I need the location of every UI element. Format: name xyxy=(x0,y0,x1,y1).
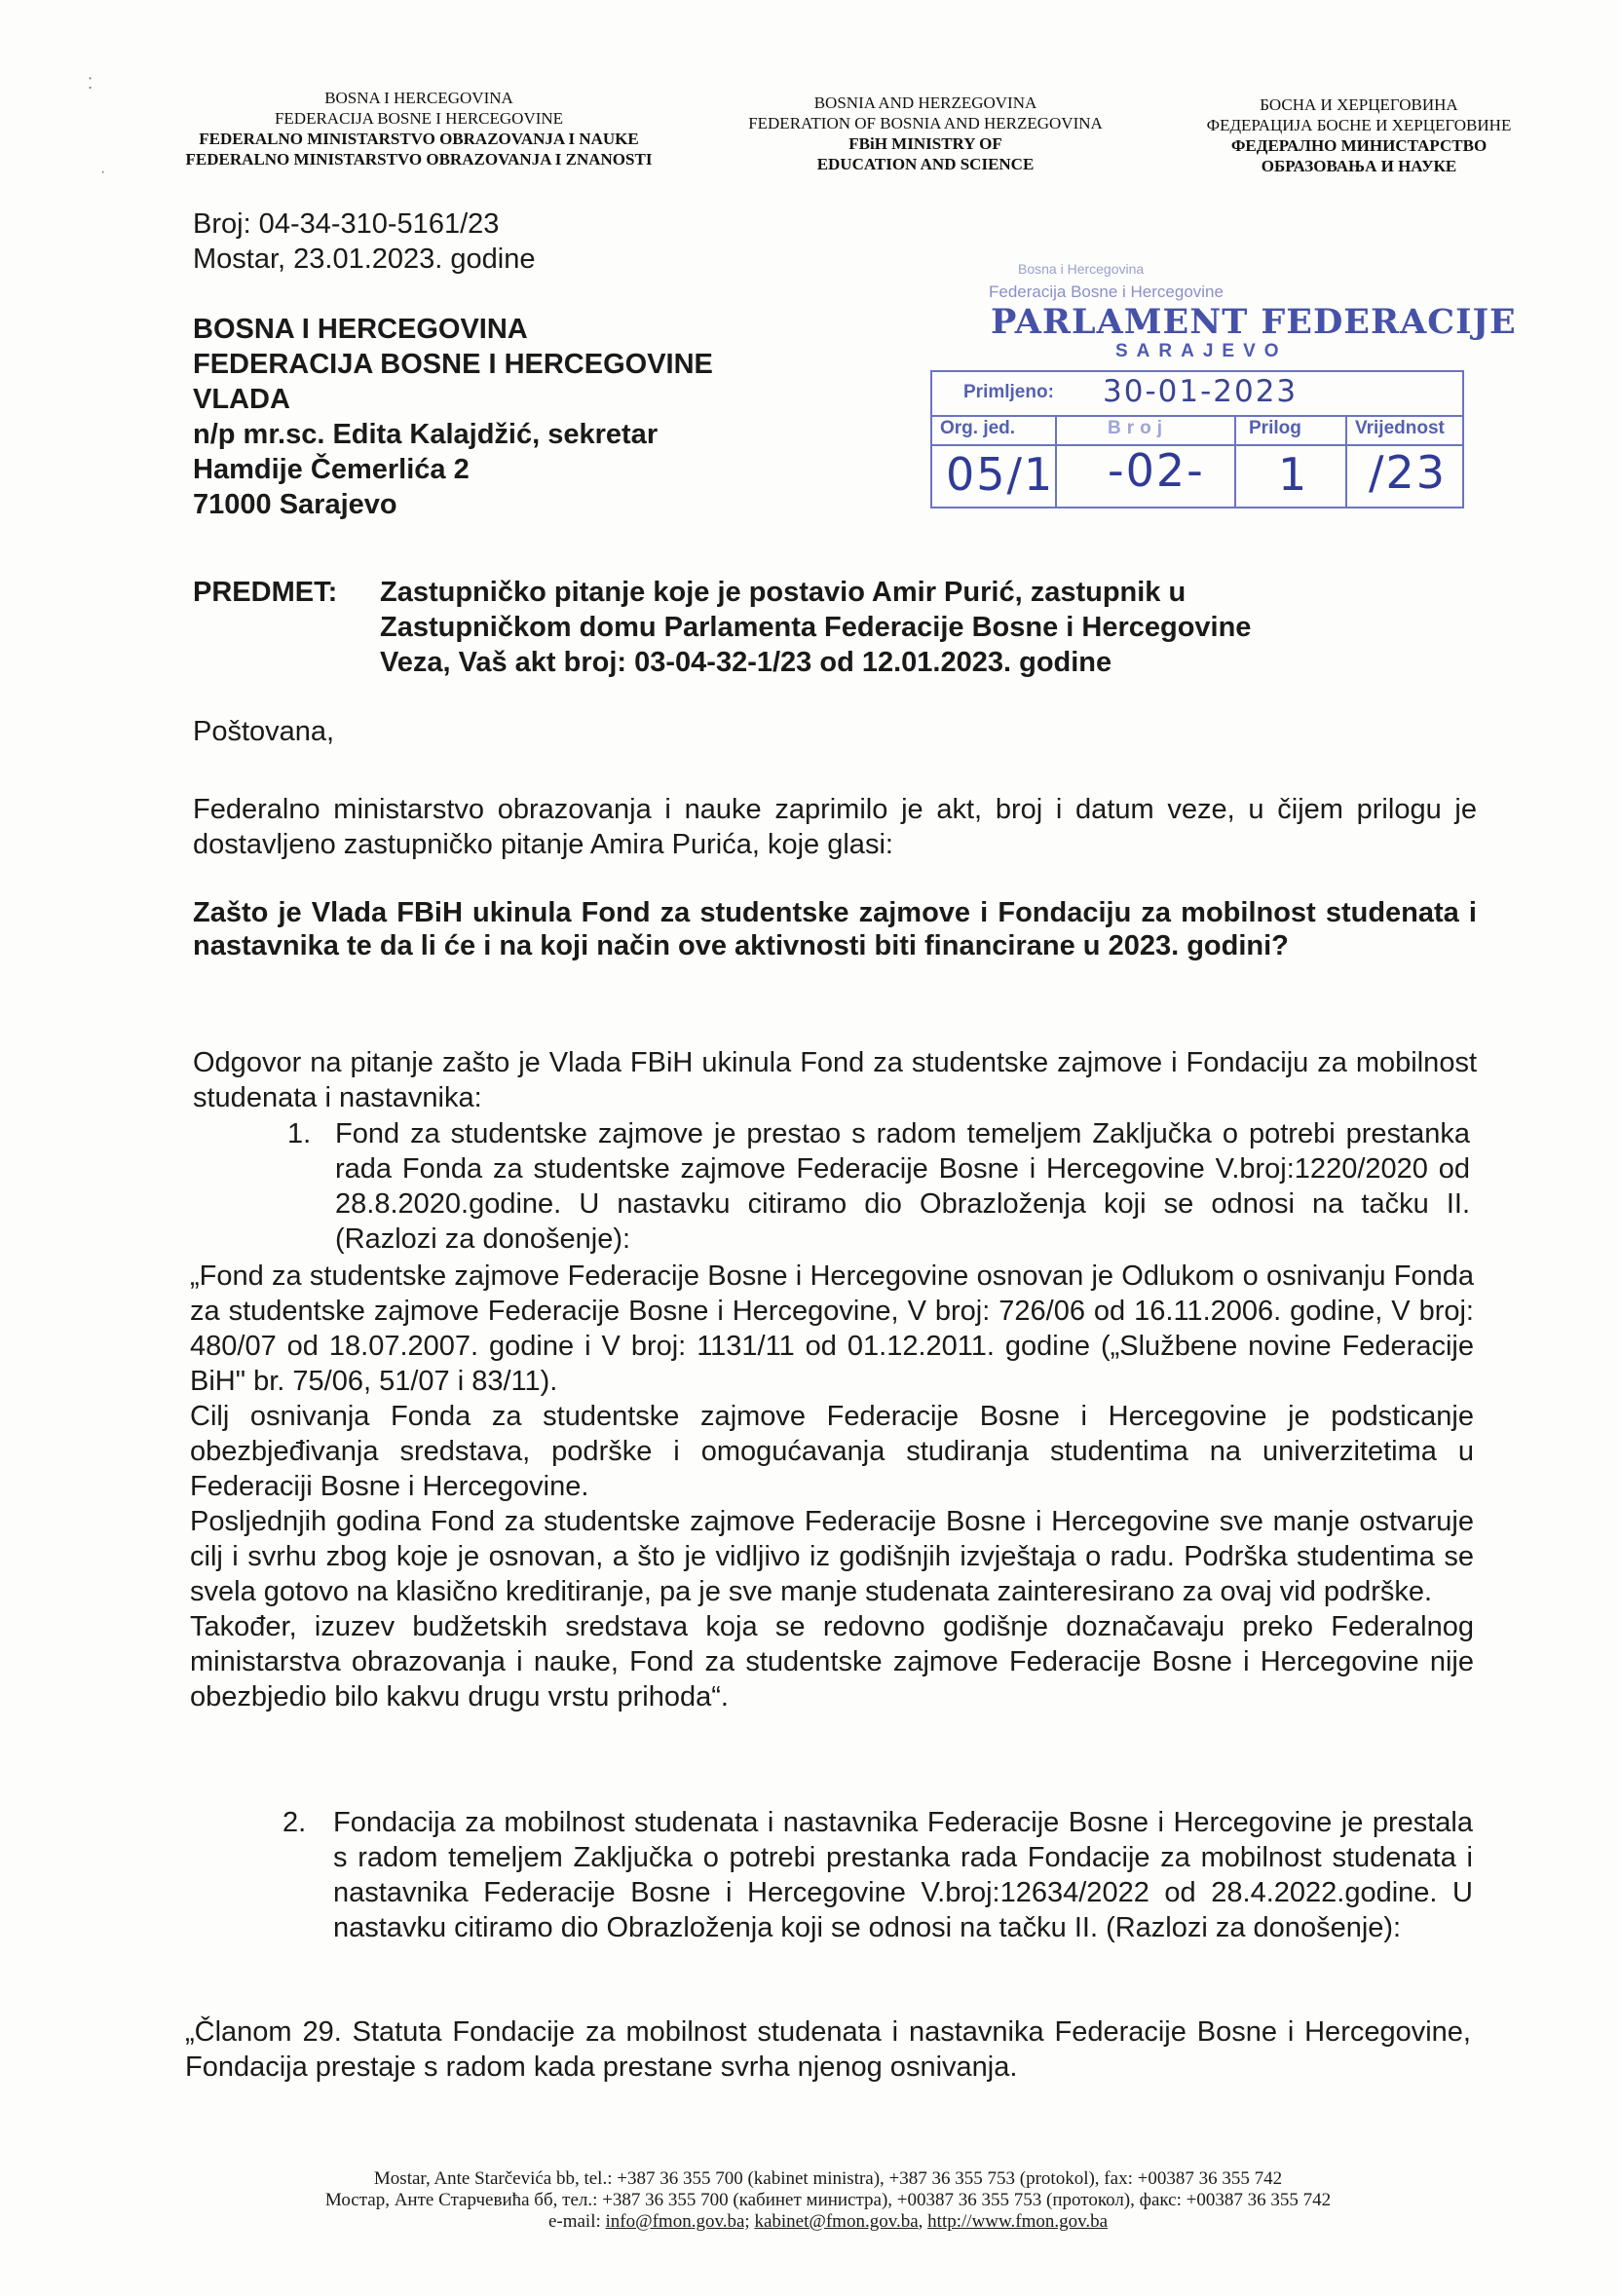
parliamentary-question: Zašto je Vlada FBiH ukinula Fond za studentske zajmove i Fondaciju za mobilnost studenata i nastavnika te da li će i na koji način ove aktivnosti biti financirane u 2023. godini? xyxy=(193,897,1477,961)
letterhead-left-line: FEDERACIJA BOSNE I HERCEGOVINE xyxy=(274,109,564,128)
subject-line: Zastupničkom domu Parlamenta Federacije Bosne i Hercegovine xyxy=(380,612,1252,643)
stamp-value-org: 05/1 xyxy=(946,448,1055,501)
stamp-federation: Federacija Bosne i Hercegovine xyxy=(989,282,1224,301)
place-date: Mostar, 23.01.2023. godine xyxy=(193,244,536,275)
list-item-number: 1. xyxy=(287,1118,312,1149)
list-item-number: 2. xyxy=(283,1807,307,1838)
stamp-divider xyxy=(1055,415,1057,507)
answer-intro: Odgovor na pitanje zašto je Vlada FBiH ukinula Fond za studentske zajmove i Fondaciju za mobilnost studenata i nastavnika: xyxy=(193,1047,1477,1113)
stamp-city: SARAJEVO xyxy=(1115,341,1288,361)
reference-number: Broj: 04-34-310-5161/23 xyxy=(193,208,500,240)
recipient-line: Hamdije Čemerlića 2 xyxy=(193,454,470,485)
quote-paragraph: Cilj osnivanja Fonda za studentske zajmove Federacije Bosne i Hercegovine je podsticanje obezbjeđivanja sredstava, podrške i omogućavanja studiranja studentima na univerzitetima u Federaciji Bosne i Hercegovine. xyxy=(190,1401,1474,1502)
stamp-value-vrijednost: /23 xyxy=(1369,446,1448,499)
letterhead-middle-line: BOSNIA AND HERZEGOVINA xyxy=(813,94,1037,112)
quote-block xyxy=(190,1259,1474,1714)
footer-email-link[interactable]: info@fmon.gov.ba; xyxy=(605,2211,750,2232)
recipient-line: BOSNA I HERCEGOVINA xyxy=(193,314,528,345)
letterhead-right-line: ФЕДЕРАЛНО МИНИСТАРСТВО xyxy=(1230,136,1488,155)
recipient-address xyxy=(193,312,713,522)
stamp-header-prilog: Prilog xyxy=(1249,418,1301,438)
stamp-value-prilog: 1 xyxy=(1278,448,1309,501)
footer-line: Мостар, Анте Старчевића бб, тел.: +387 36 355 700 (кабинет министра), +00387 36 355 753 (протокол), факс: +00387 36 355 742 xyxy=(324,2190,1332,2210)
stamp-header-vrijednost: Vrijednost xyxy=(1355,418,1445,438)
punch-mark-icon: · xyxy=(100,164,106,180)
letterhead-left-line: FEDERALNO MINISTARSTVO OBRAZOVANJA I NAUKE xyxy=(199,130,639,148)
recipient-line: VLADA xyxy=(193,384,290,415)
footer-email-label: e-mail: xyxy=(547,2211,601,2232)
stamp-received-date: 30-01-2023 xyxy=(1103,374,1299,409)
letterhead-middle-line: FEDERATION OF BOSNIA AND HERZEGOVINA xyxy=(748,114,1103,132)
reference-block xyxy=(193,207,535,277)
stamp-received-row xyxy=(932,372,1462,417)
letterhead-right-line: ОБРАЗОВАЊА И НАУКЕ xyxy=(1261,157,1457,175)
stamp-header-row xyxy=(932,415,1462,446)
recipient-line: n/p mr.sc. Edita Kalajdžić, sekretar xyxy=(193,419,659,450)
subject-label: PREDMET: xyxy=(193,577,338,608)
footer-line: Mostar, Ante Starčevića bb, tel.: +387 36 355 700 (kabinet ministra), +387 36 355 753 (protokol), fax: +00387 36 355 742 xyxy=(373,2168,1283,2189)
quote-paragraph: „Fond za studentske zajmove Federacije Bosne i Hercegovine osnovan je Odlukom o osnivanju Fonda za studentske zajmove Federacije Bosne i Hercegovine, V broj: 726/06 od 16.11.2006. godine, V broj: 480/07 od 18.07.2007. godine i V broj: 1131/11 od 01.12.2011. godine („Službene novine Federacije BiH" br. 75/06, 51/07 i 83/11). xyxy=(190,1261,1474,1397)
greeting: Poštovana, xyxy=(193,716,335,747)
recipient-line: FEDERACIJA BOSNE I HERCEGOVINE xyxy=(193,349,713,380)
stamp-divider xyxy=(1234,415,1236,507)
letterhead-left-line: BOSNA I HERCEGOVINA xyxy=(324,89,513,107)
subject-line: Veza, Vaš akt broj: 03-04-32-1/23 od 12.01.2023. godine xyxy=(380,647,1112,678)
footer-website-link[interactable]: http://www.fmon.gov.ba xyxy=(927,2211,1109,2232)
letterhead-right xyxy=(1154,94,1563,176)
quote-paragraph: Posljednjih godina Fond za studentske zajmove Federacije Bosne i Hercegovine sve manje ostvaruje cilj i svrhu zbog koje je osnovan, a što je vidljivo iz godišnjih izvještaja o radu. Podrška studentima se svela gotovo na klasično kreditiranje, pa je sve manje studenata zainteresirano za ovaj vid podrške. xyxy=(190,1506,1474,1607)
stamp-country: Bosna i Hercegovina xyxy=(1018,261,1145,277)
intro-paragraph: Federalno ministarstvo obrazovanja i nauke zaprimilo je akt, broj i datum veze, u čijem prilogu je dostavljeno zastupničko pitanje Amira Purića, koje glasi: xyxy=(193,794,1477,860)
subject-text xyxy=(380,575,1354,680)
stamp-title: PARLAMENT FEDERACIJE xyxy=(991,302,1517,342)
footer-email-link[interactable]: kabinet@fmon.gov.ba xyxy=(754,2211,919,2232)
list-item-text: Fond za studentske zajmove je prestao s radom temeljem Zaključka o potrebi prestanka rada Fonda za studentske zajmove Federacije Bosne i Hercegovine V.broj:1220/2020 od 28.8.2020.godine. U nastavku citiramo dio Obrazloženja koji se odnosi na tačku II. (Razlozi za donošenje): xyxy=(335,1118,1470,1255)
quote-paragraph: Također, izuzev budžetskih sredstava koja se redovno godišnje doznačavaju preko Federalnog ministarstva obrazovanja i nauke, Fond za studentske zajmove Federacije Bosne i Hercegovine nije obezbjedio bilo kakvu drugu vrstu prihoda“. xyxy=(190,1611,1474,1713)
stamp-divider xyxy=(1345,415,1347,507)
stamp-header-broj: Broj xyxy=(1108,418,1168,438)
stamp-table xyxy=(930,370,1464,508)
subject-line: Zastupničko pitanje koje je postavio Amir Purić, zastupnik u xyxy=(380,577,1187,608)
list-item-text: Fondacija za mobilnost studenata i nastavnika Federacije Bosne i Hercegovine je prestala s radom temeljem Zaključka o potrebi prestanka rada Fondacije za mobilnost studenata i nastavnika Federacije Bosne i Hercegovine V.broj:12634/2022 od 28.4.2022.godine. U nastavku citiramo dio Obrazloženja koji se odnosi na tačku II. (Razlozi za donošenje): xyxy=(333,1807,1473,1943)
letterhead-right-line: ФЕДЕРАЦИЈА БОСНЕ И ХЕРЦЕГОВИНЕ xyxy=(1206,116,1512,134)
letterhead-middle-line: EDUCATION AND SCIENCE xyxy=(816,155,1035,173)
punch-mark-icon: ⁚ xyxy=(88,76,94,93)
recipient-line: 71000 Sarajevo xyxy=(193,489,397,520)
footer xyxy=(185,2168,1471,2233)
stamp-received-label: Primljeno: xyxy=(963,382,1054,402)
stamp-value-broj: -02- xyxy=(1108,444,1205,497)
footer-contact-line: e-mail: info@fmon.gov.ba; kabinet@fmon.gov.ba, http://www.fmon.gov.ba xyxy=(547,2211,1109,2232)
letterhead-left-line: FEDERALNO MINISTARSTVO OBRAZOVANJA I ZNANOSTI xyxy=(185,150,653,169)
letterhead-middle xyxy=(721,93,1130,174)
stamp-header-org: Org. jed. xyxy=(940,418,1016,438)
letterhead-right-line: БОСНА И ХЕРЦЕГОВИНА xyxy=(1260,95,1458,114)
letterhead-middle-line: FBiH MINISTRY OF xyxy=(848,134,1002,153)
quote-paragraph: „Članom 29. Statuta Fondacije za mobilnost studenata i nastavnika Federacije Bosne i Hercegovine, Fondacija prestaje s radom kada prestane svrha njenog osnivanja. xyxy=(185,2016,1471,2083)
letterhead-left xyxy=(146,88,692,169)
